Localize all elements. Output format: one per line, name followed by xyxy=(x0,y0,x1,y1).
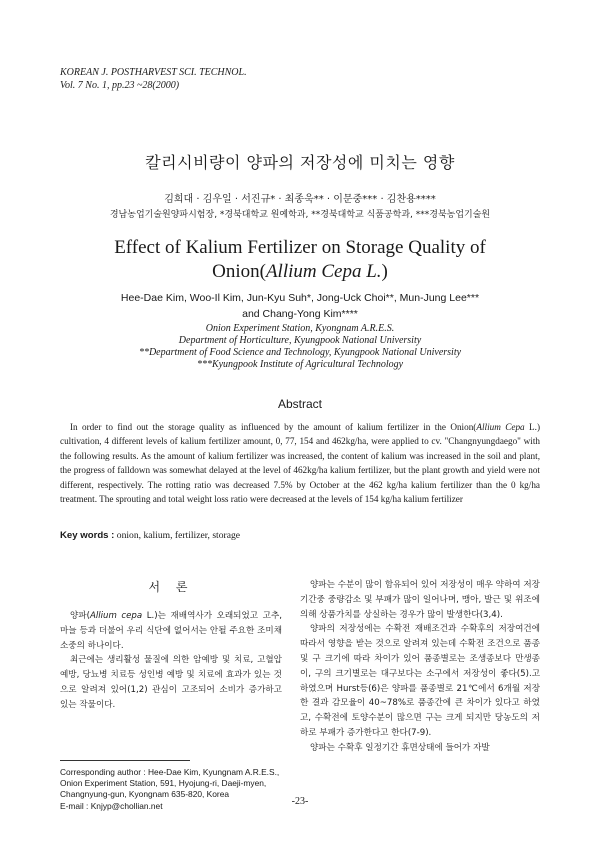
intro-paragraph-5: 양파는 수확후 일정기간 휴면상태에 들어가 자발 xyxy=(310,742,490,753)
corr-line-3: Changnyung-gun, Kyongnam 635-820, Korea xyxy=(60,789,230,800)
abstract-species: Allium Cepa xyxy=(476,422,525,432)
english-authors-line1: Hee-Dae Kim, Woo-Il Kim, Jun-Kyu Suh*, Jong-Uck Choi**, Mun-Jung Lee*** xyxy=(120,292,480,304)
english-title xyxy=(0,236,600,284)
intro-paragraph-1 xyxy=(60,609,282,653)
english-authors xyxy=(0,290,600,322)
intro-p1-rest: L.)는 재배역사가 오래되었고 고추, 마늘 등과 더불어 우리 식단에 없어서는 안될 주요한 조미채소중의 하나이다. xyxy=(60,611,283,651)
intro-p1-prefix: 양파( xyxy=(70,611,90,621)
english-title-line1: Effect of Kalium Fertilizer on Storage Quality of xyxy=(114,237,486,258)
page-number: -23- xyxy=(291,796,309,807)
intro-p1-species: Allium cepa xyxy=(89,611,143,621)
journal-name: KOREAN J. POSTHARVEST SCI. TECHNOL. xyxy=(60,67,247,78)
keywords-label: Key words : xyxy=(60,530,115,541)
corr-line-2: Onion Experiment Station, 591, Hyojung-ri, Daeji-myen, xyxy=(60,778,267,789)
intro-paragraph-3: 양파는 수분이 많이 함유되어 있어 저장성이 매우 약하여 저장기간중 중량감소 및 부패가 많이 일어나며, 맹아, 발근 및 위조에 의해 상품가치를 상실하는 경우가 많이 발생한다(3,4). xyxy=(300,580,540,620)
corr-line-4: E-mail : Knjyp@chollian.net xyxy=(60,800,163,811)
title-prefix: Onion( xyxy=(212,261,266,282)
affiliation-1: Onion Experiment Station, Kyongnam A.R.E.S. xyxy=(205,323,395,334)
intro-paragraph-2: 최근에는 생리활성 물질에 의한 암예방 및 치료, 고혈압 예방, 당뇨병 치료등 성인병 예방 및 치료에 효과가 있는 것으로 알려져 있어(1,2) 관심이 고조되어 소비가 증가하고 있는 작물이다. xyxy=(60,655,282,710)
left-column xyxy=(60,578,282,713)
section-heading-intro: 서 론 xyxy=(148,580,194,594)
abstract-part1: In order to find out the storage quality as influenced by the amount of kalium fertilizer in the Onion( xyxy=(70,422,477,432)
abstract-heading: Abstract xyxy=(277,397,322,411)
abstract-part2: L.) cultivation, 4 different levels of kalium fertilizer amount, 0, 77, 154 and 462kg/ha, were applied to cv. "Changnyungdaego" with the following results. As the amount of kalium fertilizer was increased, the content of kalium was increased in the soil and plant, the progress of falldown was somewhat delayed at the level of 462kg/ha kalium fertilizer, but the plant growth and yield were not different, respectively. The rotting ratio was decreased 7.5% by October at the 462 kg/ha kalium fertilizer than the 0 kg/ha treatment. The sprouting and total weight loss ratio were decreased at the levels of 154 kg/ha kalium fertilizer xyxy=(60,422,541,505)
affiliation-3: **Department of Food Science and Technology, Kyungpook National University xyxy=(138,347,462,358)
intro-paragraph-4: 양파의 저장성에는 수확전 재배조건과 수확후의 저장여건에 따라서 영향을 받는 것으로 알려져 있는데 수확전 조건으로 품종 및 구 크기에 따라 차이가 있어 품종별로는 조생종보다 만생종이, 구의 크기별로는 대구보다는 소구에서 저장성이 좋다(5).고 하였으며 Hurst등(6)은 양파를 품종별로 21℃에서 6개월 저장한 결과 감모율이 40~78%로 품종간에 큰 차이가 있다고 하였고, 수확전에 토양수분이 많으면 구는 크게 되지만 당농도의 저하로 부패가 증가한다고 한다(7-9). xyxy=(300,624,540,738)
abstract-body xyxy=(60,420,540,506)
korean-affiliations: 경남농업기술원양파시험장, *경북대학교 원예학과, **경북대학교 식품공학과, ***경북농업기술원 xyxy=(109,210,491,220)
korean-authors: 김희대 · 김우일 · 서진규* · 최종욱** · 이문중*** · 김찬용**** xyxy=(164,194,436,205)
keywords xyxy=(60,530,240,541)
journal-volume: Vol. 7 No. 1, pp.23 ~28(2000) xyxy=(60,80,180,91)
affiliation-2: Department of Horticulture, Kyungpook National University xyxy=(178,335,422,346)
corr-line-1: Corresponding author : Hee-Dae Kim, Kyungnam A.R.E.S., xyxy=(60,767,280,777)
keywords-value: onion, kalium, fertilizer, storage xyxy=(114,530,241,541)
english-authors-line2: and Chang-Yong Kim**** xyxy=(242,308,358,320)
footnote-divider xyxy=(60,760,190,761)
english-title-line2 xyxy=(0,260,600,284)
right-column xyxy=(300,578,540,756)
english-affiliations xyxy=(0,323,600,371)
title-suffix: ) xyxy=(381,261,388,282)
title-species: Allium Cepa L. xyxy=(265,261,382,282)
affiliation-4: ***Kyungpook Institute of Agricultural Technology xyxy=(196,359,404,370)
korean-title: 칼리시비량이 양파의 저장성에 미치는 영향 xyxy=(145,153,455,172)
journal-header xyxy=(60,66,247,92)
